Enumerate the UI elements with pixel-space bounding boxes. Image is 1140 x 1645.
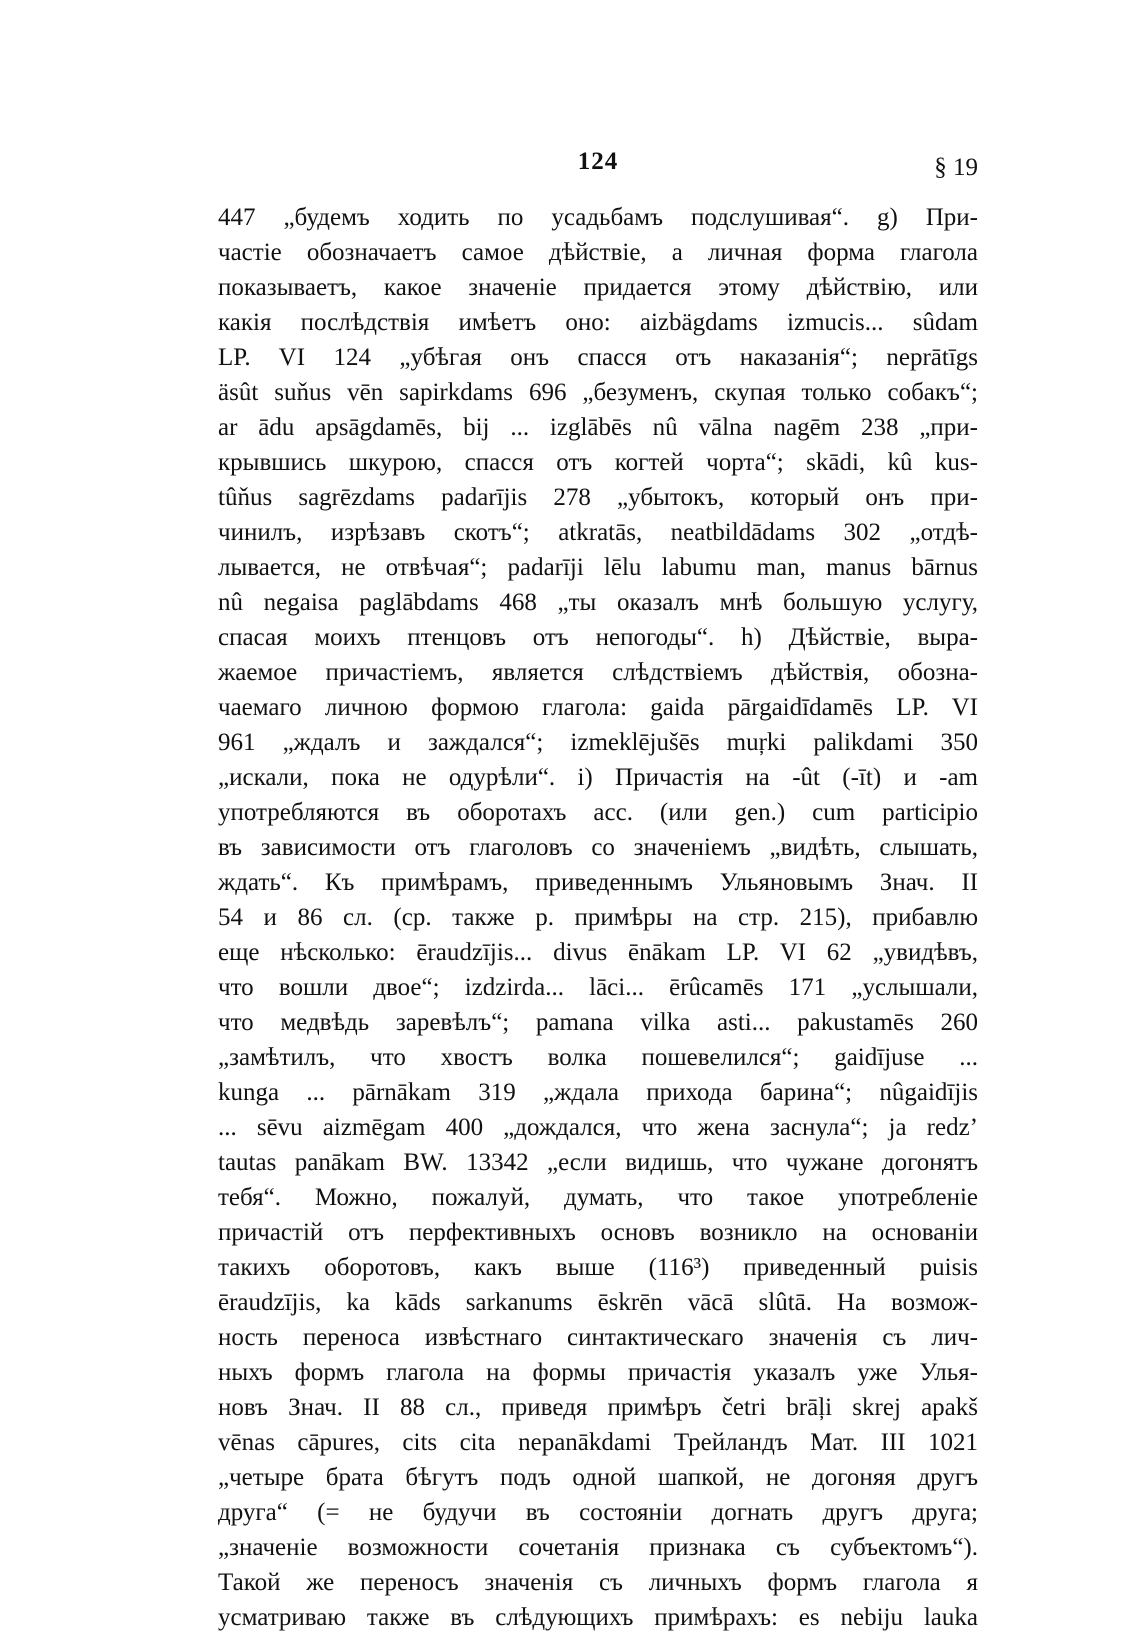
text-line: показываетъ, какое значеніе придается этому дѣйствію, или [218,274,978,301]
text-line: лывается, не отвѣчая“; padarīji lēlu labumu man, manus bārnus [218,554,978,581]
page-number: 124 [577,148,619,175]
text-line: ждать“. Къ примѣрамъ, приведеннымъ Ульяновымъ Знач. II [218,869,978,896]
text-line: vēnas cāpures, cits cita nepanākdami Трейландъ Мат. III 1021 [218,1429,978,1456]
text-line: въ зависимости отъ глаголовъ со значеніемъ „видѣть, слышать, [218,834,978,861]
text-line: чаемаго личною формою глагола: gaida pārgaidīdamēs LP. VI [218,694,978,721]
text-line: ... sēvu aizmēgam 400 „дождался, что жена заснула“; ja redz’ [218,1114,978,1141]
text-line: äsût suňus vēn sapirkdams 696 „безуменъ, скупая только собакъ“; [218,379,978,406]
text-line: „искали, пока не одурѣли“. i) Причастія на -ût (-īt) и -am [218,764,978,791]
text-line: kunga ... pārnākam 319 „ждала прихода барина“; nûgaidījis [218,1079,978,1106]
text-line: крывшись шкурою, спасся отъ когтей чорта“; skādi, kû kus- [218,449,978,476]
page-header [218,148,978,188]
text-line: 447 „будемъ ходить по усадьбамъ подслушивая“. g) При- [218,204,978,231]
text-line: „четыре брата бѣгутъ подъ одной шапкой, не догоняя другъ [218,1464,978,1491]
text-line: tautas panākam BW. 13342 „если видишь, что чужане догонятъ [218,1149,978,1176]
section-mark: § 19 [934,154,978,181]
text-line: ēraudzījis, ka kāds sarkanums ēskrēn vācā slûtā. На возмож- [218,1289,978,1316]
body-text [218,200,978,1635]
text-line: nû negaisa paglābdams 468 „ты оказалъ мнѣ большую услугу, [218,589,978,616]
text-line: ность переноса извѣстнаго синтактическаго значенія съ лич- [218,1324,978,1351]
text-line: что вошли двое“; izdzirda... lāci... ērûcamēs 171 „услышали, [218,974,978,1001]
text-line: LP. VI 124 „убѣгая онъ спасся отъ наказанія“; neprātīgs [218,344,978,371]
text-line: употребляются въ оборотахъ acc. (или gen.) cum participio [218,799,978,826]
text-line: жаемое причастіемъ, является слѣдствіемъ дѣйствія, обозна- [218,659,978,686]
text-line: какія послѣдствія имѣетъ оно: aizbägdams izmucis... sûdam [218,309,978,336]
text-line: 961 „ждалъ и заждался“; izmeklējušēs muŗki palikdami 350 [218,729,978,756]
text-line: „значеніе возможности сочетанія признака съ субъектомъ“). [218,1534,978,1561]
text-line: тебя“. Можно, пожалуй, думать, что такое употребленіе [218,1184,978,1211]
text-line: еще нѣсколько: ēraudzījis... divus ēnākam LP. VI 62 „увидѣвъ, [218,939,978,966]
text-line: Такой же переносъ значенія съ личныхъ формъ глагола я [218,1569,978,1596]
text-line: частіе обозначаетъ самое дѣйствіе, а личная форма глагола [218,239,978,266]
text-line: усматриваю также въ слѣдующихъ примѣрахъ: es nebiju lauka [218,1604,978,1631]
text-line: „замѣтилъ, что хвостъ волка пошевелился“; gaidījuse ... [218,1044,978,1071]
text-line: 54 и 86 сл. (ср. также р. примѣры на стр. 215), прибавлю [218,904,978,931]
text-line: такихъ оборотовъ, какъ выше (116³) приведенный puisis [218,1254,978,1281]
text-line: спасая моихъ птенцовъ отъ непогоды“. h) Дѣйствіе, выра- [218,624,978,651]
text-line: ar ādu apsāgdamēs, bij ... izglābēs nû vālna nagēm 238 „при- [218,414,978,441]
text-line: ныхъ формъ глагола на формы причастія указалъ уже Улья- [218,1359,978,1386]
text-line: причастій отъ перфективныхъ основъ возникло на основаніи [218,1219,978,1246]
text-line: новъ Знач. II 88 сл., приведя примѣръ četri brāļi skrej apakš [218,1394,978,1421]
text-line: друга“ (= не будучи въ состояніи догнать другъ друга; [218,1499,978,1526]
text-line: чинилъ, изрѣзавъ скотъ“; atkratās, neatbildādams 302 „отдѣ- [218,519,978,546]
text-line: что медвѣдь заревѣлъ“; pamana vilka asti... pakustamēs 260 [218,1009,978,1036]
text-line: tûňus sagrēzdams padarījis 278 „убытокъ, который онъ при- [218,484,978,511]
